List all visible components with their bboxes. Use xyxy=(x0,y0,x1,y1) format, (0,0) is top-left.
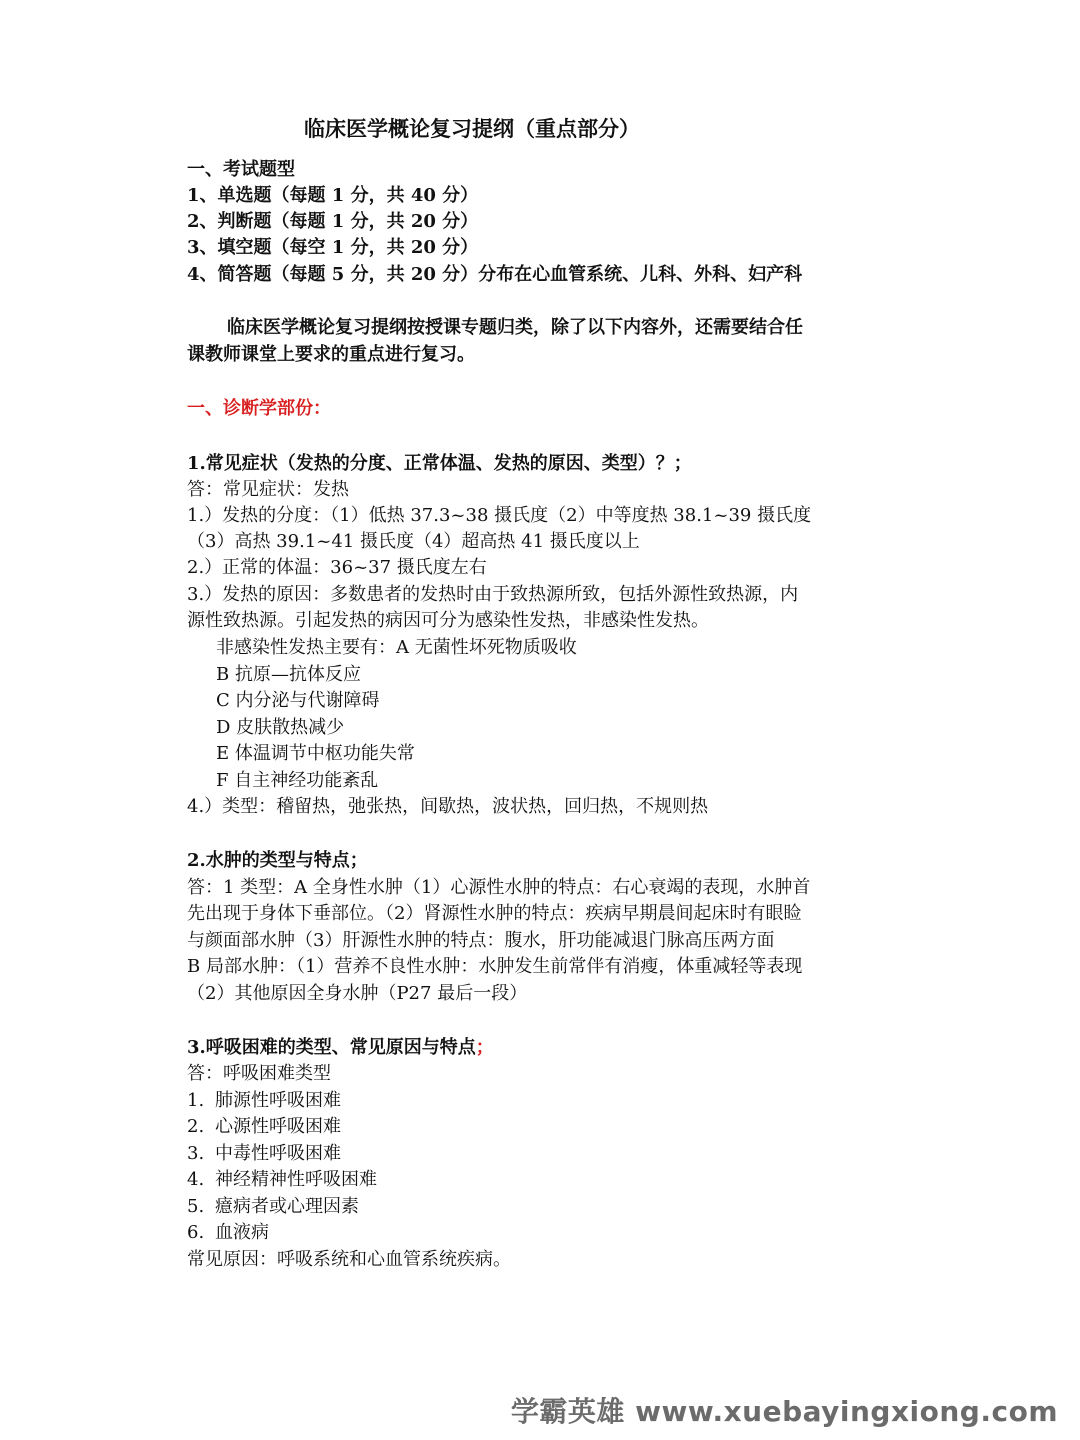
noninfectious-item: D 皮肤散热减少 xyxy=(216,717,345,738)
document-title: 临床医学概论复习提纲（重点部分） xyxy=(304,116,640,141)
answer-line: （3）高热 39.1~41 摄氏度（4）超高热 41 摄氏度以上 xyxy=(187,531,640,552)
noninfectious-item: E 体温调节中枢功能失常 xyxy=(216,743,415,764)
section-heading: 一、诊断学部份： xyxy=(187,398,331,419)
list-item xyxy=(187,1114,341,1140)
watermark: 学霸英雄 www.xuebayingxiong.com xyxy=(510,1395,1058,1428)
question-2: 2.水肿的类型与特点； xyxy=(187,850,368,871)
question-3-text: 3.呼吸困难的类型、常见原因与特点 xyxy=(187,1037,476,1058)
noninfectious-item: 非感染性发热主要有：A 无菌性坏死物质吸收 xyxy=(216,637,577,658)
list-item xyxy=(187,1141,341,1167)
answer-line: 答：呼吸困难类型 xyxy=(187,1063,331,1084)
list-number: 5. xyxy=(187,1196,205,1217)
answer-line: 先出现于身体下垂部位。（2）肾源性水肿的特点：疾病早期晨间起床时有眼睑 xyxy=(187,903,802,924)
exam-item: 2、判断题（每题 1 分，共 20 分） xyxy=(187,211,479,232)
exam-heading: 一、考试题型 xyxy=(187,159,295,180)
list-text: 心源性呼吸困难 xyxy=(215,1116,341,1137)
answer-line: 3.）发热的原因：多数患者的发热时由于致热源所致，包括外源性致热源，内 xyxy=(187,584,799,605)
answer-line: B 局部水肿：（1）营养不良性水肿：水肿发生前常伴有消瘦，体重减轻等表现 xyxy=(187,956,803,977)
intro-line: 临床医学概论复习提纲按授课专题归类，除了以下内容外，还需要结合任 xyxy=(227,317,803,338)
answer-line: 源性致热源。引起发热的病因可分为感染性发热，非感染性发热。 xyxy=(187,610,709,631)
answer-line: 1.）发热的分度：（1）低热 37.3~38 摄氏度（2）中等度热 38.1~39 摄氏度 xyxy=(187,505,812,526)
list-number: 1. xyxy=(187,1090,205,1111)
noninfectious-item: F 自主神经功能紊乱 xyxy=(216,770,379,791)
answer-line: 与颜面部水肿（3）肝源性水肿的特点：腹水，肝功能减退门脉高压两方面 xyxy=(187,930,775,951)
list-text: 肺源性呼吸困难 xyxy=(215,1090,341,1111)
noninfectious-item: C 内分泌与代谢障碍 xyxy=(216,690,380,711)
answer-line: 2.）正常的体温：36~37 摄氏度左右 xyxy=(187,557,487,578)
question-3-mark: ； xyxy=(475,1037,494,1058)
list-text: 中毒性呼吸困难 xyxy=(215,1143,341,1164)
answer-line: 答：1 类型：A 全身性水肿（1）心源性水肿的特点：右心衰竭的表现，水肿首 xyxy=(187,877,811,898)
list-item xyxy=(187,1220,269,1246)
intro-line: 课教师课堂上要求的重点进行复习。 xyxy=(187,344,475,365)
list-text: 神经精神性呼吸困难 xyxy=(215,1169,377,1190)
answer-line: （2）其他原因全身水肿（P27 最后一段） xyxy=(187,983,528,1004)
fever-types: 4.）类型：稽留热，弛张热，间歇热，波状热，回归热，不规则热 xyxy=(187,796,709,817)
noninfectious-item: B 抗原—抗体反应 xyxy=(216,664,361,685)
question-1: 1.常见症状（发热的分度、正常体温、发热的原因、类型）？； xyxy=(187,453,692,474)
list-text: 癔病者或心理因素 xyxy=(215,1196,359,1217)
list-item xyxy=(187,1167,377,1193)
list-number: 4. xyxy=(187,1169,205,1190)
exam-item: 4、简答题（每题 5 分，共 20 分）分布在心血管系统、儿科、外科、妇产科 xyxy=(187,264,803,285)
answer-line: 答：常见症状：发热 xyxy=(187,479,349,500)
list-item xyxy=(187,1088,341,1114)
list-number: 2. xyxy=(187,1116,205,1137)
list-item xyxy=(187,1194,359,1220)
exam-item: 3、填空题（每空 1 分，共 20 分） xyxy=(187,237,479,258)
list-number: 6. xyxy=(187,1222,205,1243)
exam-item: 1、单选题（每题 1 分，共 40 分） xyxy=(187,185,479,206)
list-number: 3. xyxy=(187,1143,205,1164)
common-causes: 常见原因：呼吸系统和心血管系统疾病。 xyxy=(187,1249,511,1270)
list-text: 血液病 xyxy=(215,1222,269,1243)
question-3 xyxy=(187,1035,494,1061)
